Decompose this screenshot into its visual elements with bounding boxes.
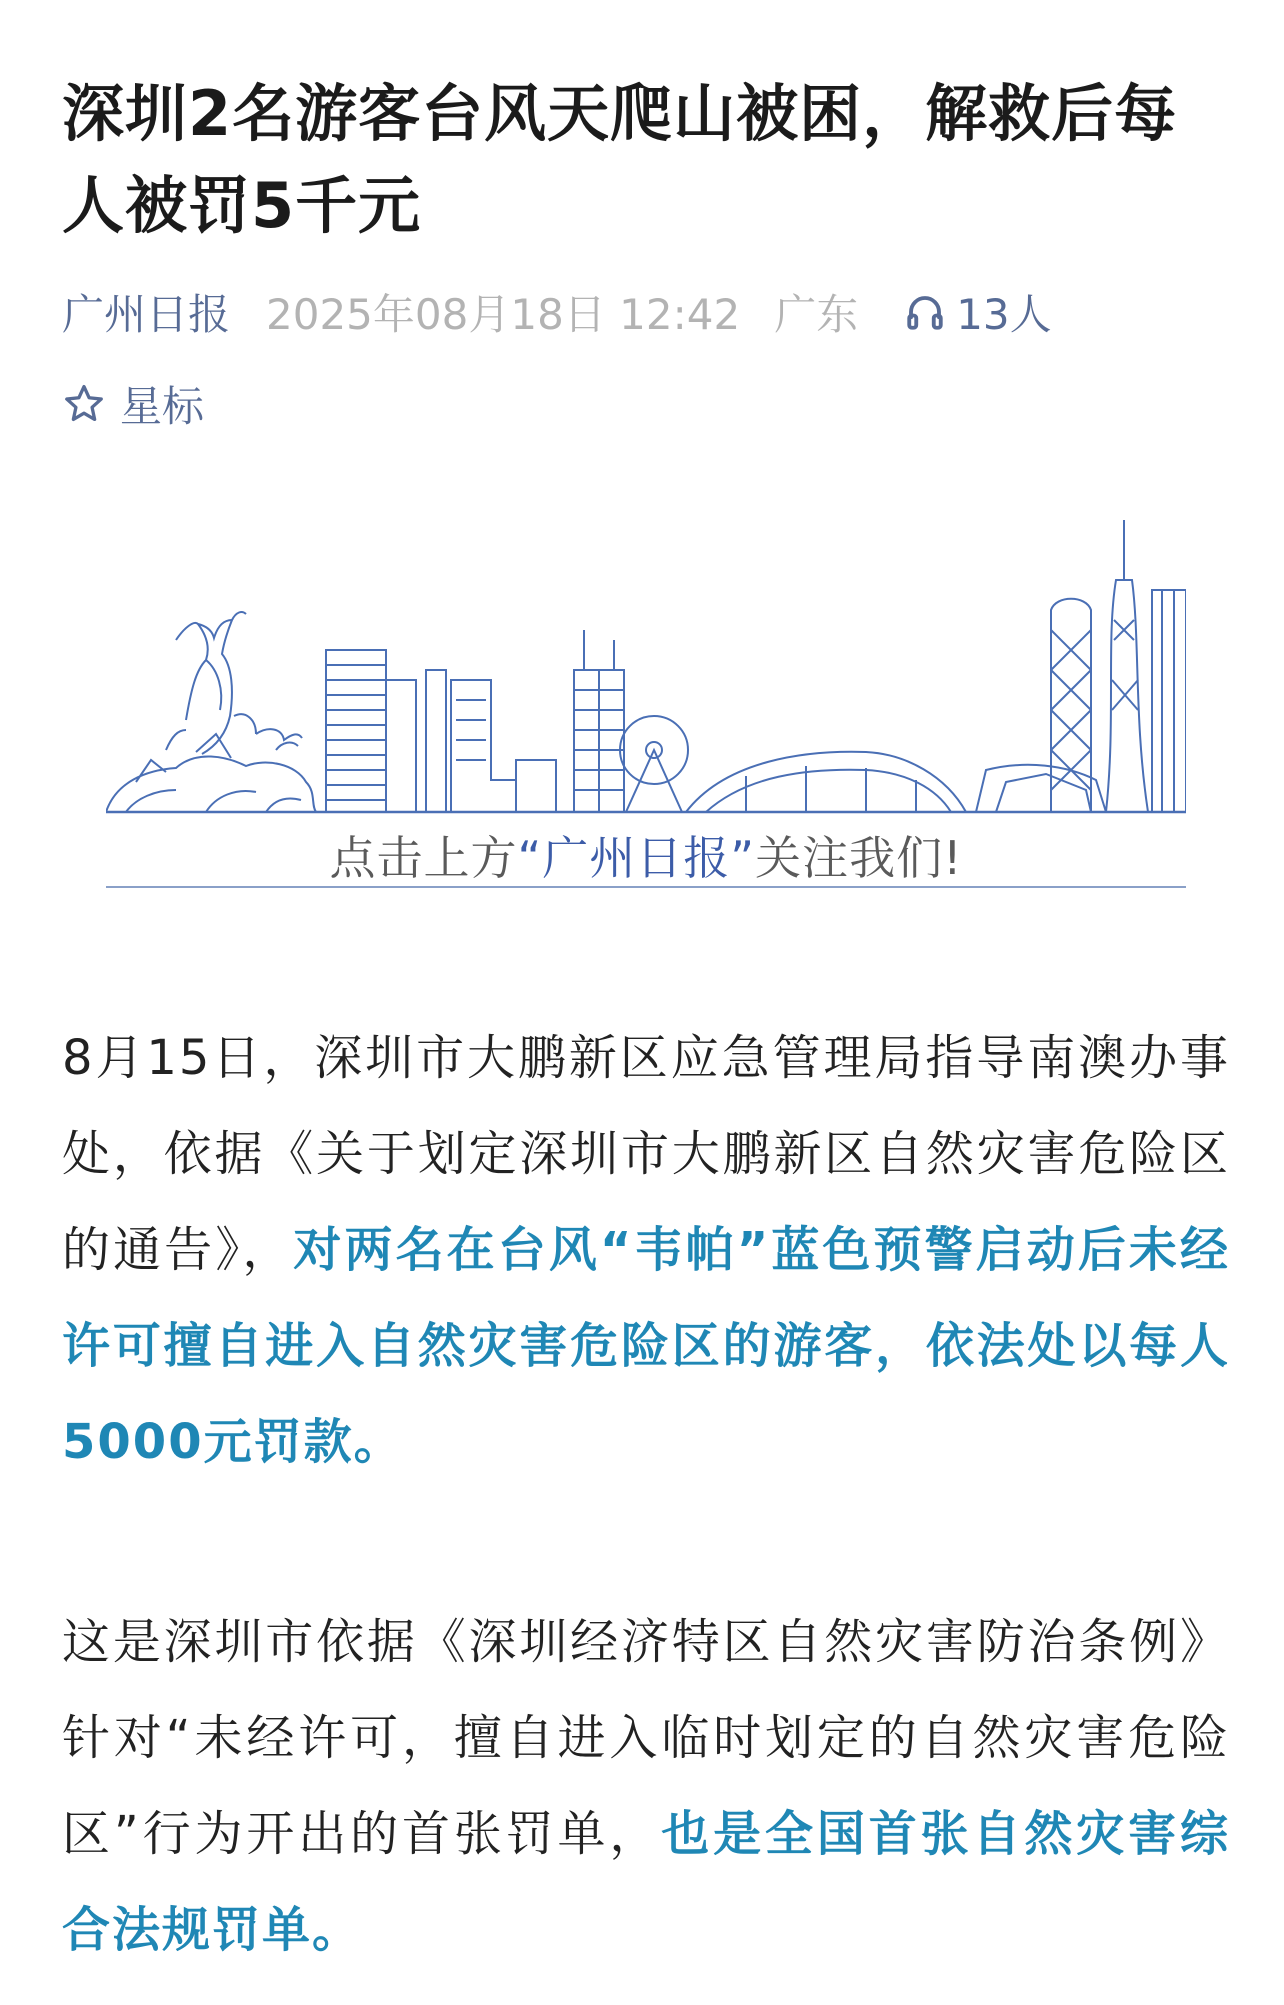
star-label: 星标 <box>120 382 205 431</box>
p2-text: 这是深圳市依据《深圳经济特区自然灾害防治条例》针对“未经许可，擅自进入临时划定的自然灾害危险区”行为开出的首张罚单， <box>62 1614 1230 1862</box>
body-paragraph-2 <box>62 1594 1230 1978</box>
cta-prefix: 点击上方 <box>329 831 518 885</box>
publish-date: 2025年08月18日 12:42 <box>266 290 741 339</box>
source-link[interactable]: 广州日报 <box>62 290 231 339</box>
follow-prompt[interactable] <box>106 822 1186 888</box>
p2-highlight: 也是全国首张自然灾害综合法规罚单。 <box>62 1806 1230 1958</box>
listen-button[interactable] <box>904 282 1051 342</box>
article-meta <box>62 282 1052 342</box>
star-outline-icon <box>62 382 106 426</box>
guangzhou-skyline-illustration <box>106 520 1186 820</box>
star-button[interactable] <box>62 374 204 434</box>
region-label: 广东 <box>774 290 859 339</box>
article-title: 深圳2名游客台风天爬山被困，解救后每人被罚5千元 <box>62 77 1178 242</box>
follow-banner[interactable] <box>106 520 1186 900</box>
p1-text: 8月15日，深圳市大鹏新区应急管理局指导南澳办事处，依据《关于划定深圳市大鹏新区自然灾害危险区的通告》， <box>62 1030 1230 1278</box>
headphones-icon <box>904 291 946 333</box>
cta-brand: “广州日报” <box>517 831 756 885</box>
p1-highlight: 对两名在台风“韦帕”蓝色预警启动后未经许可擅自进入自然灾害危险区的游客，依法处以每人5000元罚款。 <box>62 1222 1230 1470</box>
cta-suffix: 关注我们! <box>755 831 963 885</box>
body-paragraph-1 <box>62 1010 1230 1490</box>
banner-divider <box>106 886 1186 888</box>
listener-count: 13人 <box>956 290 1052 339</box>
